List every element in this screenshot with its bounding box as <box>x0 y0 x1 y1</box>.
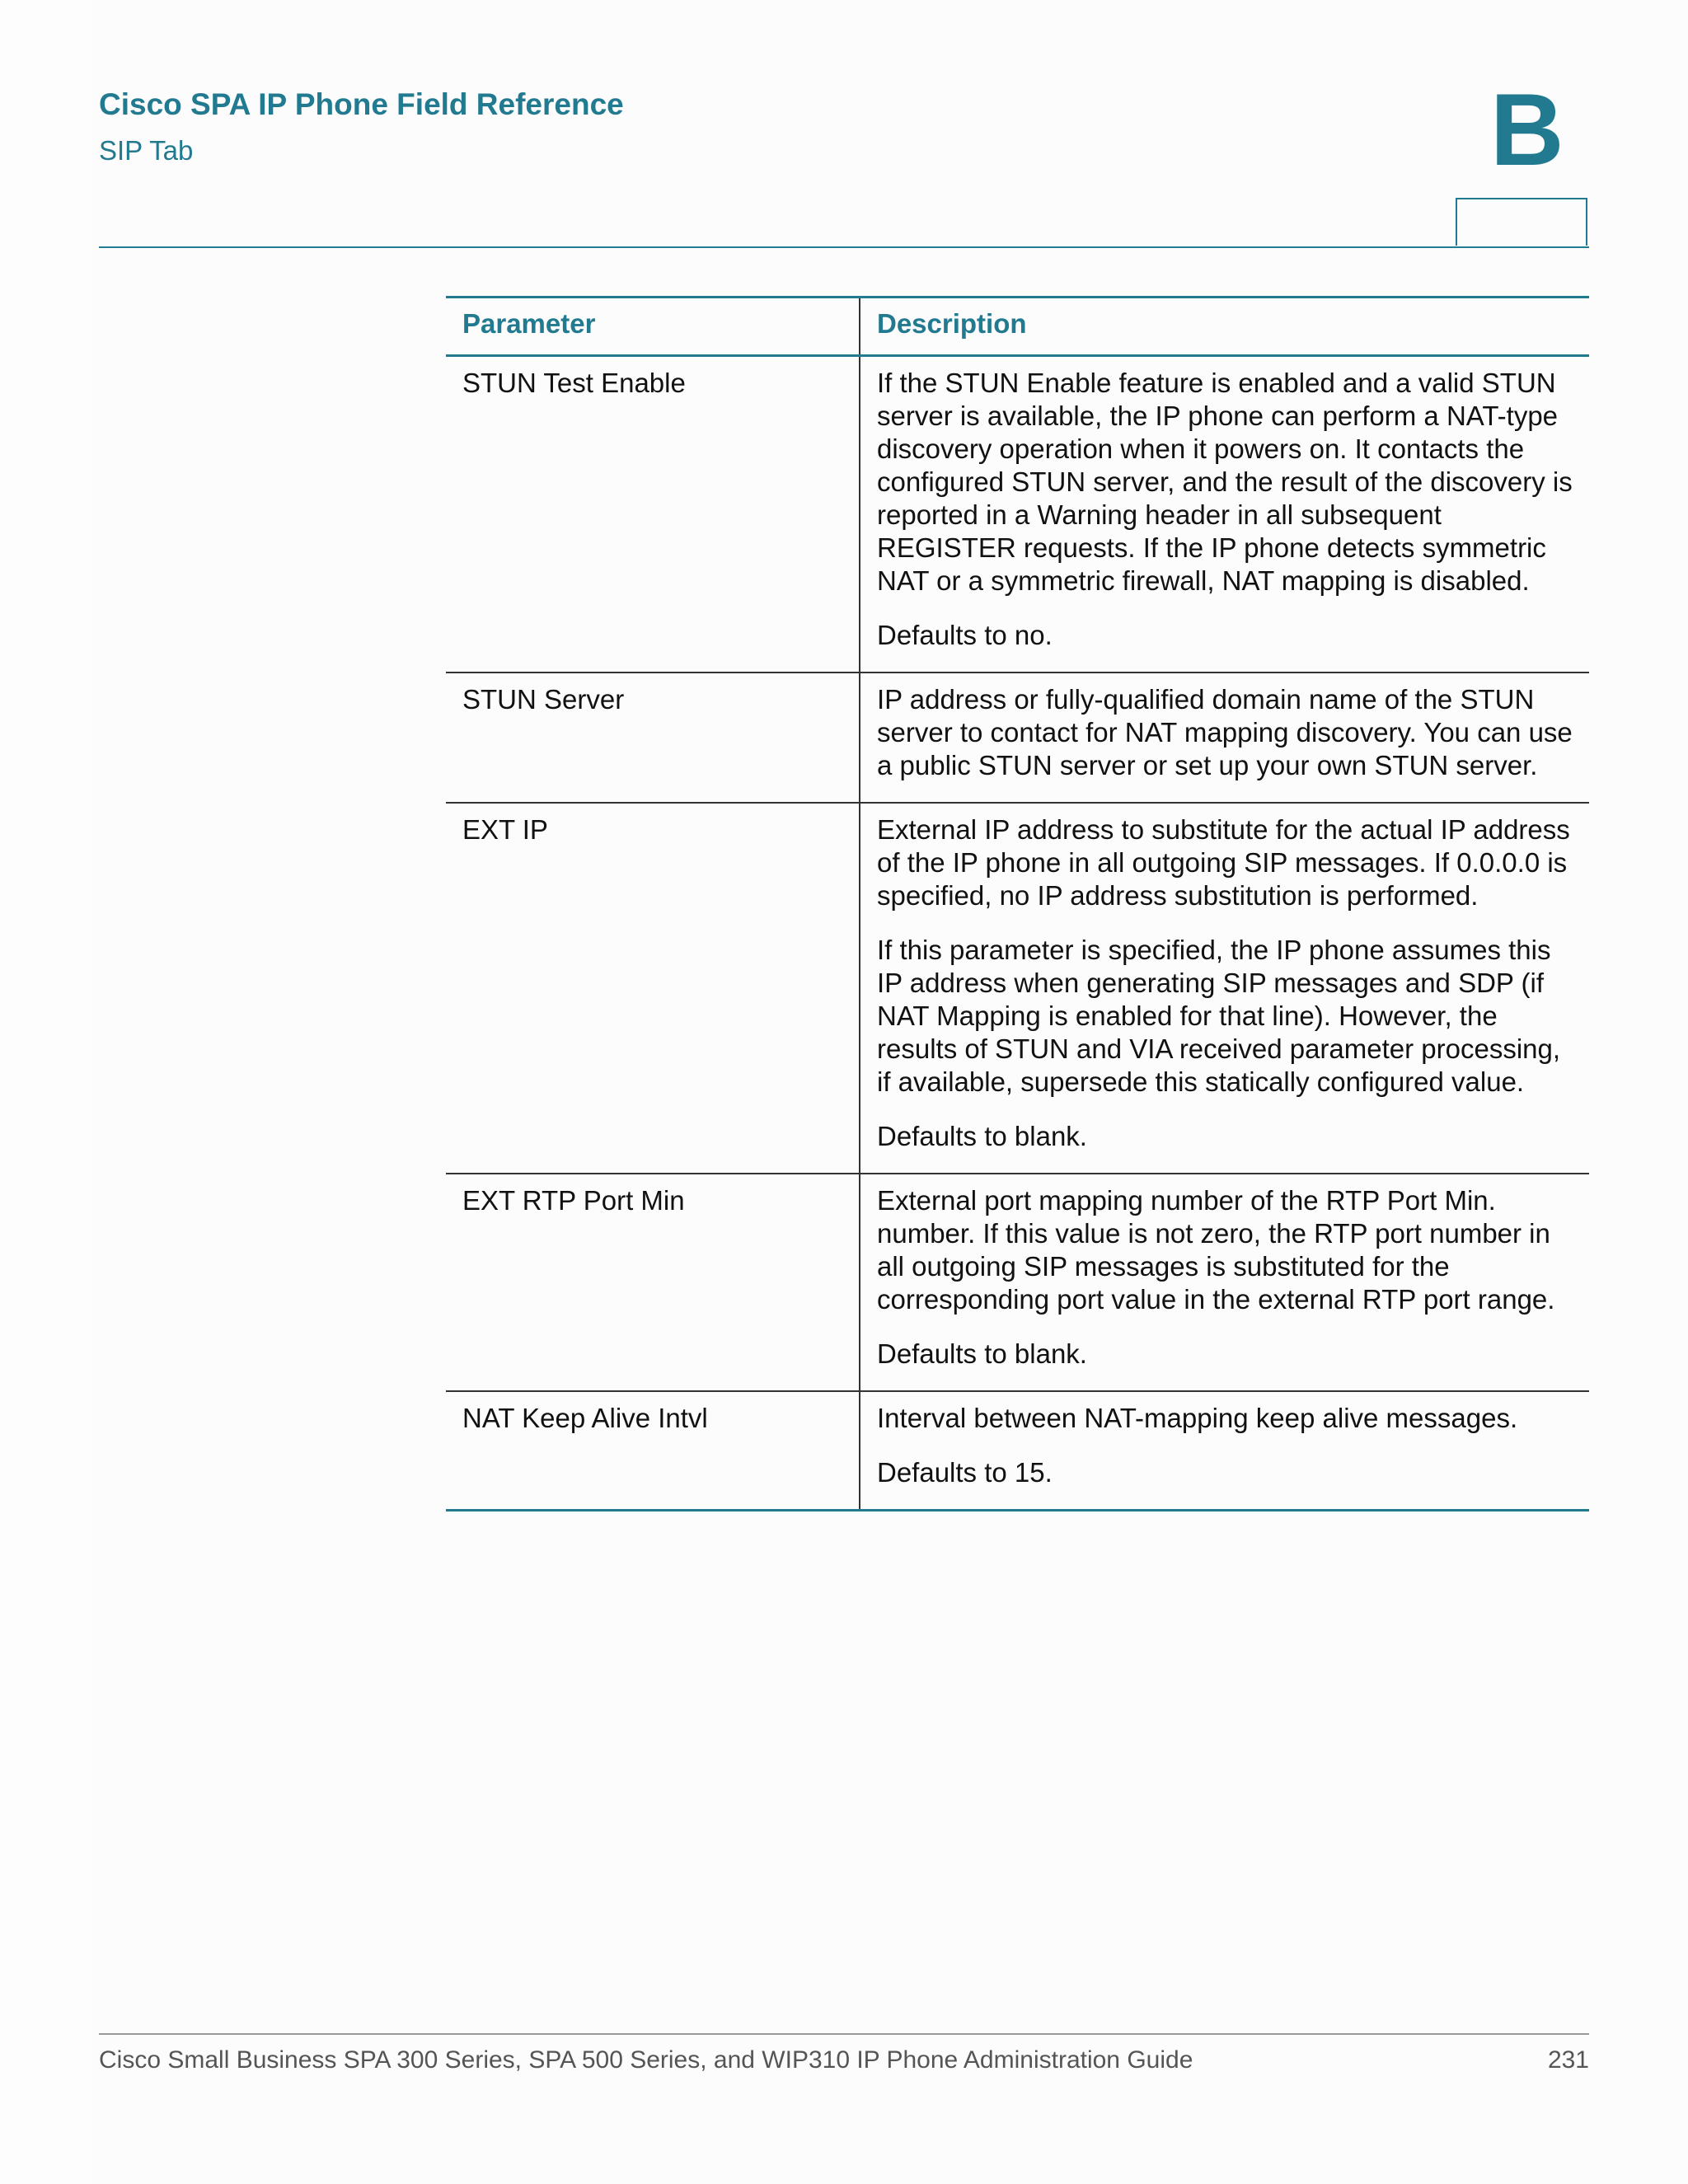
description-paragraph: If the STUN Enable feature is enabled and a valid STUN server is available, the IP phone can perform a NAT-type discovery operation when it powers on. It contacts the configured STUN server, and the result of the discovery is reported in a Warning header in all subsequent REGISTER requests. If the IP phone detects symmetric NAT or a symmetric firewall, NAT mapping is disabled. <box>877 368 1573 596</box>
parameter-name: EXT IP <box>446 803 860 1174</box>
table-header-row <box>446 298 1589 356</box>
parameter-description <box>860 803 1589 1174</box>
table-row <box>446 803 1589 1174</box>
description-paragraph: External IP address to substitute for the actual IP address of the IP phone in all outgoing SIP messages. If 0.0.0.0 is specified, no IP address substitution is performed. <box>877 814 1570 911</box>
table-row <box>446 356 1589 673</box>
table-row <box>446 1174 1589 1391</box>
chapter-tab-box <box>1456 198 1587 246</box>
page-subtitle: SIP Tab <box>99 135 194 166</box>
description-paragraph: Defaults to blank. <box>877 1121 1087 1151</box>
page-title: Cisco SPA IP Phone Field Reference <box>99 87 624 121</box>
parameter-description <box>860 673 1589 803</box>
description-paragraph: Defaults to no. <box>877 620 1053 650</box>
chapter-letter: B <box>1490 73 1564 187</box>
parameter-name: STUN Test Enable <box>446 356 860 673</box>
table-row <box>446 673 1589 803</box>
footer-guide-title: Cisco Small Business SPA 300 Series, SPA 500 Series, and WIP310 IP Phone Administration Guide <box>99 2046 1193 2074</box>
description-paragraph: IP address or fully-qualified domain name of the STUN server to contact for NAT mapping discovery. You can use a public STUN server or set up your own STUN server. <box>877 684 1573 780</box>
header-rule <box>99 246 1589 248</box>
description-paragraph: If this parameter is specified, the IP phone assumes this IP address when generating SIP messages and SDP (if NAT Mapping is enabled for that line). However, the results of STUN and VIA received parameter processing, if available, supersede this statically configured value. <box>877 935 1561 1097</box>
description-paragraph: External port mapping number of the RTP Port Min. number. If this value is not zero, the RTP port number in all outgoing SIP messages is substituted for the corresponding port value in the external RTP port range. <box>877 1185 1555 1315</box>
description-paragraph: Defaults to blank. <box>877 1338 1087 1369</box>
parameter-description <box>860 356 1589 673</box>
column-header-parameter: Parameter <box>446 298 860 356</box>
column-header-description: Description <box>860 298 1589 356</box>
description-paragraph: Defaults to 15. <box>877 1457 1053 1488</box>
parameter-name: EXT RTP Port Min <box>446 1174 860 1391</box>
parameter-description <box>860 1174 1589 1391</box>
parameter-table <box>446 296 1589 1511</box>
description-paragraph: Interval between NAT-mapping keep alive messages. <box>877 1403 1518 1433</box>
parameter-name: STUN Server <box>446 673 860 803</box>
footer-rule <box>99 2033 1589 2035</box>
parameter-name: NAT Keep Alive Intvl <box>446 1391 860 1511</box>
table-row <box>446 1391 1589 1511</box>
parameter-description <box>860 1391 1589 1511</box>
page-number: 231 <box>1547 2046 1589 2074</box>
